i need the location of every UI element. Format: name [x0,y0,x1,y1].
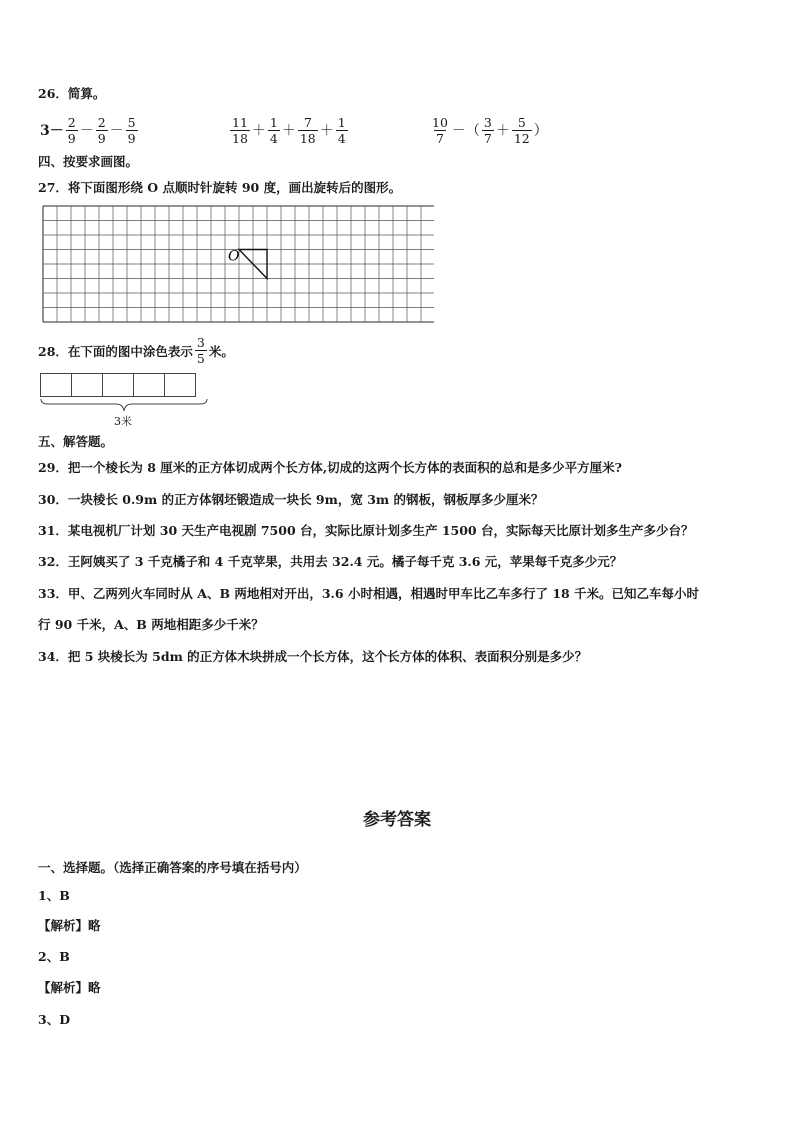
expr1-lead: 3－ [40,123,64,139]
point-o-label: O [228,248,240,265]
answer-1-note: 【解析】略 [38,918,101,933]
fraction: $\frac{11}{18}$ [232,114,248,146]
section-5-heading: 五、解答题。 [38,434,114,449]
q33-text-line2: 行 90 千米，A、B 两地相距多少千米？ [38,617,264,632]
grid-canvas [42,205,434,325]
length-brace [40,398,208,414]
fraction: $\frac{2}{9}$ [67,114,76,146]
fraction: $\frac{2}{9}$ [97,114,106,146]
strip-cell[interactable] [164,373,196,397]
q33-text-line1: 33．甲、乙两列火车同时从 A、B 两地相对开出，3.6 小时相遇，相遇时甲车比乙车多行了 18 千米。已知乙车每小时 [38,586,700,601]
q31-text: 31．某电视机厂计划 30 天生产电视剧 7500 台，实际比原计划多生产 1500 台，实际每天比原计划多生产多少台？ [38,523,694,538]
strip-cell[interactable] [102,373,134,397]
answer-title: 参考答案 [363,810,431,830]
strip-cell[interactable] [40,373,72,397]
answer-section-1: 一、选择题。（选择正确答案的序号填在括号内） [38,860,307,875]
q34-text: 34．把 5 块棱长为 5dm 的正方体木块拼成一个长方体，这个长方体的体积、表面积分别是多少？ [38,649,588,664]
answer-3: 3、D [38,1012,71,1027]
answer-2-note: 【解析】略 [38,980,101,995]
section-4-heading: 四、按要求画图。 [38,154,139,169]
strip-cell[interactable] [71,373,103,397]
rotation-grid [42,205,434,328]
answer-2: 2、B [38,949,70,964]
fraction: $\frac{7}{18}$ [299,114,316,146]
fraction: $\frac{1}{4}$ [337,114,346,146]
fraction: $\frac{10}{7}$ [432,114,448,146]
q29-text: 29．把一个棱长为 8 厘米的正方体切成两个长方体,切成的这两个长方体的表面积的总和是多少平方厘米? [38,460,622,475]
strip-cell[interactable] [133,373,165,397]
fraction-strip [40,373,196,397]
fraction: $\frac{5}{12}$ [513,114,530,146]
q26-expression-2: $\frac{11}{18}$ ＋ $\frac{1}{4}$ ＋ $\frac{7}{18}$ ＋ $\frac{1}{4}$ [232,114,346,146]
q32-text: 32．王阿姨买了 3 千克橘子和 4 千克苹果，共用去 32.4 元。橘子每千克 3.6 元，苹果每千克多少元？ [38,554,623,569]
q30-text: 30．一块棱长 0.9m 的正方体钢坯锻造成一块长 9m，宽 3m 的钢板，钢板厚多少厘米？ [38,492,544,507]
q27-text: 27．将下面图形绕 O 点顺时针旋转 90 度，画出旋转后的图形。 [38,180,402,195]
answer-1: 1、B [38,888,70,903]
q28-text: 28．在下面的图中涂色表示 $\frac{3}{5}$ 米。 [38,335,234,366]
q26-title: 26．简算。 [38,86,106,101]
fraction: $\frac{5}{9}$ [127,114,136,146]
q26-expression-1: 3－ $\frac{2}{9}$ － $\frac{2}{9}$ － $\frac{5}{9}$ [40,114,136,146]
fraction: $\frac{3}{7}$ [483,114,492,146]
fraction: $\frac{1}{4}$ [269,114,278,146]
q26-expression-3: $\frac{10}{7}$ －（ $\frac{3}{7}$ ＋ $\frac{5}{12}$ ） [432,114,548,146]
strip-length-label: 3米 [114,415,132,428]
fraction: $\frac{3}{5}$ [196,335,205,366]
